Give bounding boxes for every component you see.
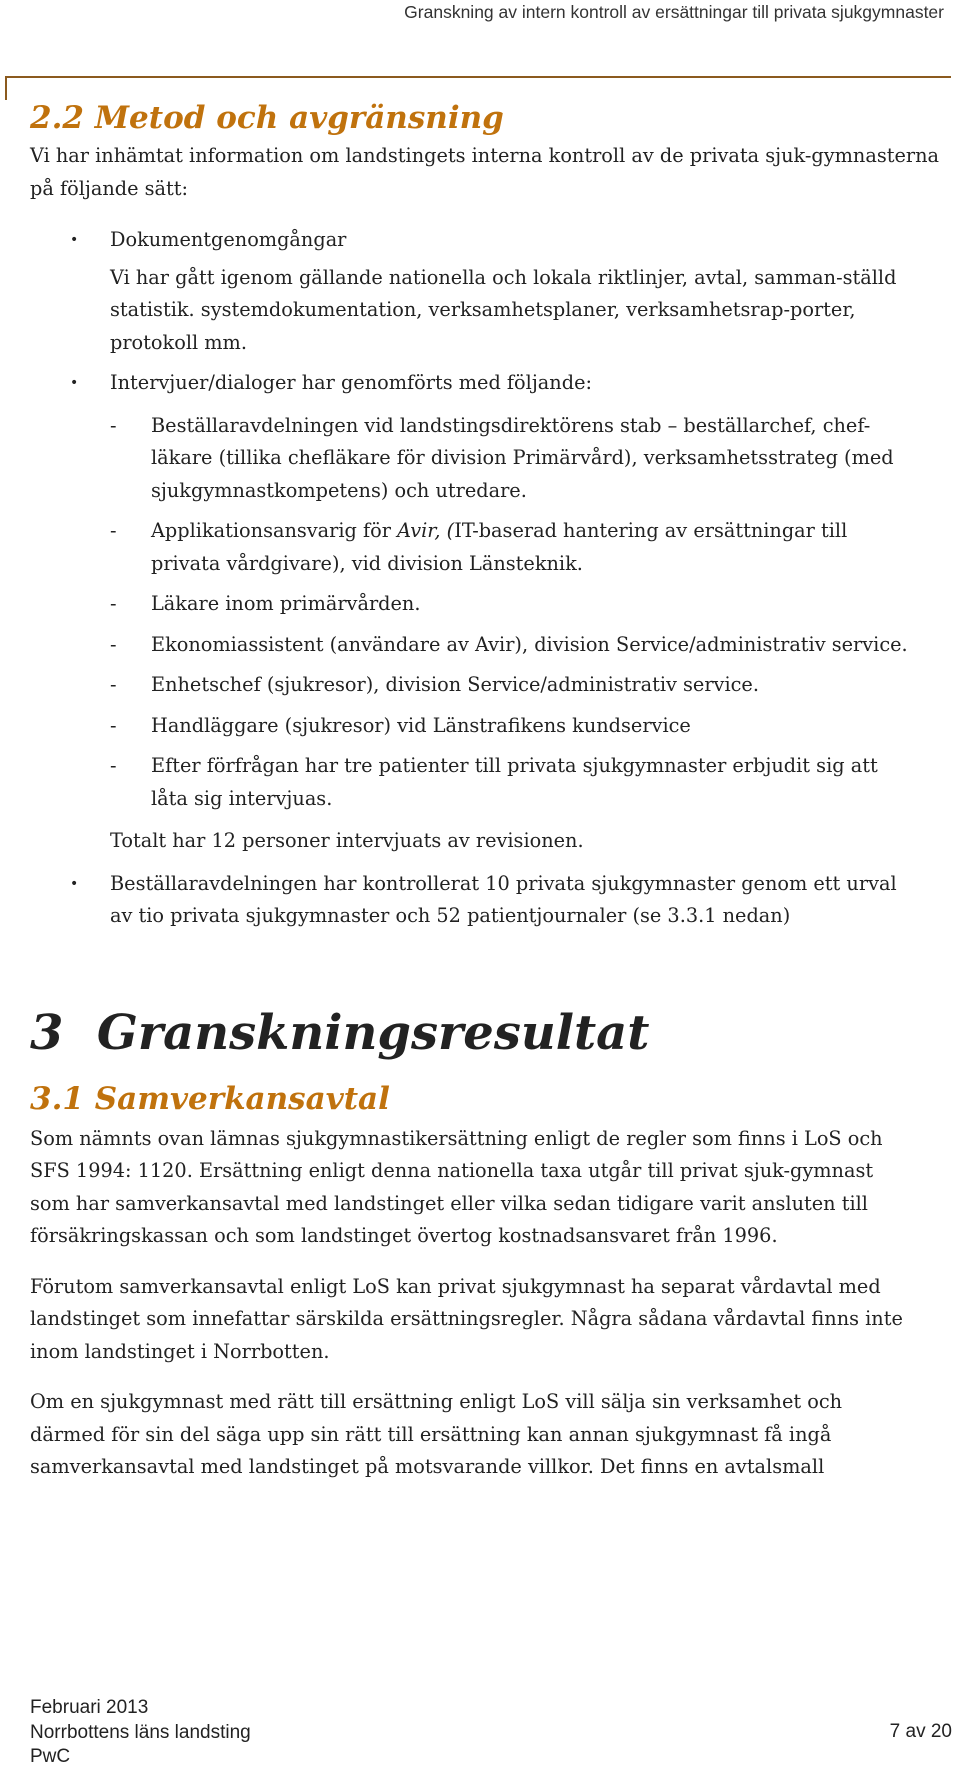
paragraph: Förutom samverkansavtal enligt LoS kan privat sjukgymnast ha separat vårdavtal med landstinget som innefattar särskilda ersättningsregler. Några sådana vårdavtal finns inte inom landstinget i Norrbotten.: [30, 1274, 903, 1363]
list-item: [110, 515, 910, 580]
list-item-text: Efter förfrågan har tre patienter till privata sjukgymnaster erbjudit sig att låta sig intervjuas.: [151, 754, 878, 810]
method-bullet-list: [30, 224, 950, 933]
list-item-text: Ekonomiassistent (användare av Avir), division Service/administrativ service.: [151, 632, 908, 656]
list-item-text: Handläggare (sjukresor) vid Länstrafikens kundservice: [151, 713, 691, 737]
section-heading-2-2: 2.2 Metod och avgränsning: [30, 100, 504, 136]
bullet-icon: •: [70, 232, 79, 248]
header-rule-corner: [5, 76, 7, 100]
dash-marker: -: [110, 673, 117, 696]
footer-date: Februari 2013: [30, 1697, 149, 1718]
interview-total: Totalt har 12 personer intervjuats av revisionen.: [110, 829, 584, 852]
list-item-text-italic: Avir, (: [397, 519, 455, 542]
section-heading-3-1: 3.1 Samverkansavtal: [30, 1080, 390, 1117]
bullet-text: Beställaravdelningen har kontrollerat 10 privata sjukgymnaster genom ett urval av tio privata sjukgymnaster och 52 patientjournaler (se 3.3.1 nedan): [110, 871, 897, 927]
list-item: [110, 588, 910, 621]
paragraph: Om en sjukgymnast med rätt till ersättning enligt LoS vill sälja sin verksamhet och därmed för sin del säga upp sin rätt till ersättning kan annan sjukgymnast få ingå samverkansavtal med landstinget på motsvarande villkor. Det finns en avtalsmall: [30, 1390, 843, 1478]
dash-marker: -: [110, 632, 117, 656]
page-number: 7 av 20: [889, 1721, 952, 1742]
dash-marker: -: [110, 713, 117, 737]
list-item-text-part: IT-baserad hantering av ersättningar till privata vårdgivare), vid division Länsteknik.: [151, 519, 848, 575]
list-item: [110, 669, 910, 702]
bullet-icon: •: [70, 375, 79, 391]
dash-marker: -: [110, 754, 117, 777]
list-item-text: [151, 519, 847, 575]
list-item-text: Läkare inom primärvården.: [151, 592, 421, 615]
page-footer: [30, 1696, 950, 1770]
bullet-kontroll: [30, 868, 950, 933]
list-item-text: Beställaravdelningen vid landstingsdirektörens stab – beställarchef, chef-läkare (tillika chefläkare för division Primärvård), verksamhetsstrateg (med sjukgymnastkompetens) och utredare.: [151, 413, 894, 502]
list-item: [110, 410, 910, 508]
list-item: [110, 750, 910, 815]
bullet-dokumentgenomgangar: [30, 224, 950, 359]
footer-company: PwC: [30, 1746, 71, 1767]
list-item: [110, 710, 910, 743]
section-intro: Vi har inhämtat information om landstingets interna kontroll av de privata sjuk-gymnasterna på följande sätt:: [30, 144, 940, 200]
dash-marker: -: [110, 592, 117, 615]
chapter-heading-3: 3 Granskningsresultat: [30, 1004, 650, 1061]
running-header: Granskning av intern kontroll av ersättningar till privata sjukgymnaster: [404, 2, 944, 22]
list-item-text: Enhetschef (sjukresor), division Service/administrativ service.: [151, 673, 759, 696]
dash-marker: -: [110, 519, 117, 542]
bullet-intervjuer: [30, 367, 950, 858]
page-content: [30, 96, 950, 1484]
header-rule: [5, 76, 951, 78]
bullet-title: Intervjuer/dialoger har genomförts med följande:: [110, 371, 592, 394]
paragraph: Som nämnts ovan lämnas sjukgymnastikersättning enligt de regler som finns i LoS och SFS 1994: 1120. Ersättning enligt denna nationella taxa utgår till privat sjuk-gymnast som har samverkansavtal med landstinget eller vilka sedan tidigare varit ansluten till försäkringskassan och som landstinget övertog kostnadsansvaret från 1996.: [30, 1126, 883, 1247]
list-item-text-part: Applikationsansvarig för: [151, 519, 398, 542]
interview-list: [110, 410, 950, 816]
bullet-title: Dokumentgenomgångar: [110, 228, 347, 251]
list-item: [110, 629, 910, 662]
bullet-text: Vi har gått igenom gällande nationella och lokala riktlinjer, avtal, samman-ställd statistik. systemdokumentation, verksamhetsplaner, verksamhetsrap-porter, protokoll mm.: [110, 265, 897, 354]
dash-marker: -: [110, 413, 117, 437]
bullet-icon: •: [70, 875, 79, 892]
footer-organization: Norrbottens läns landsting: [30, 1721, 251, 1743]
